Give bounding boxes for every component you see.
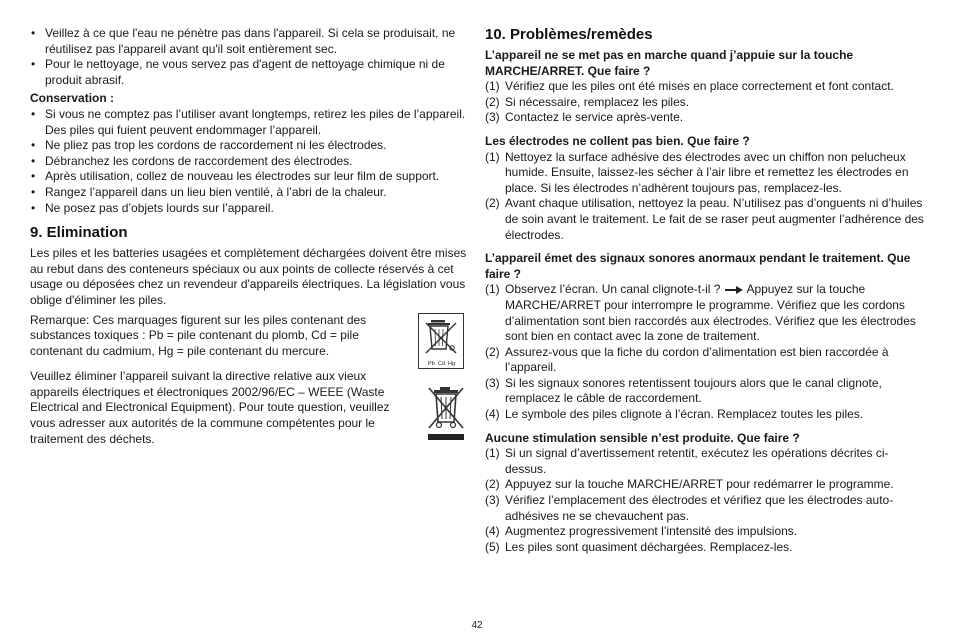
step-number: (5)	[485, 539, 500, 554]
battery-label-pb: Pb	[428, 361, 435, 367]
elimination-paragraph: Les piles et les batteries usagées et complètement déchargées doivent être mises au rebut dans des conteneurs spéciaux ou aux points de collecte réservés à cet usage ou déposées chez un revendeur d'appareils électriques. La législation vous oblige d'éliminer les piles.	[30, 246, 467, 307]
step-text: Appuyez sur la touche MARCHE/ARRET pour interrompre le programme. Vérifiez que les cordons d’alimentation sont bien raccordés aux électrodes. Vérifiez que les électrodes sont bien en contact avec la zone de traitement.	[505, 282, 916, 344]
step-text: Contactez le service après-vente.	[505, 110, 684, 125]
step-number: (2)	[485, 477, 500, 492]
list-item	[485, 150, 925, 197]
weee-paragraph: Veuillez éliminer l’appareil suivant la directive relative aux vieux appareils électriques et électroniques 2002/96/EC – WEEE (Waste Electrical and Electronical Equipment). Pour toute question, veuillez vous adresser aux autorités de la commune compétentes pour le traitement des déchets.	[30, 369, 390, 446]
left-column	[30, 26, 470, 457]
steps-signals	[485, 282, 925, 422]
conservation-list	[30, 107, 470, 216]
question-electrodes: Les électrodes ne collent pas bien. Que faire ?	[485, 133, 750, 148]
arrow-right-icon	[724, 285, 744, 295]
step-text: Assurez-vous que la fiche du cordon d’alimentation est bien raccordée à l’appareil.	[505, 344, 889, 375]
step-number: (2)	[485, 94, 500, 109]
elimination-heading: 9. Elimination	[30, 224, 128, 242]
step-number: (1)	[485, 282, 500, 297]
step-text: Augmentez progressivement l’intensité des impulsions.	[505, 524, 798, 539]
list-item: • Pour le nettoyage, ne vous servez pas d'agent de nettoyage chimique ni de produit abrasif.	[30, 57, 470, 88]
list-item: • Débranchez les cordons de raccordement des électrodes.	[30, 154, 470, 170]
list-item	[485, 407, 925, 423]
step-text: Si les signaux sonores retentissent toujours alors que le canal clignote, remplacez le câble de raccordement.	[505, 375, 882, 406]
list-item: • Après utilisation, collez de nouveau les électrodes sur leur film de support.	[30, 169, 470, 185]
troubleshooting-heading: 10. Problèmes/remèdes	[485, 26, 653, 43]
steps-power	[485, 79, 925, 126]
list-item: • Veillez à ce que l'eau ne pénètre pas dans l'appareil. Si cela se produisait, ne réutilisez pas l'appareil avant qu'il soit entièrement sec.	[30, 26, 470, 57]
page-number: 42	[471, 620, 483, 631]
step-number: (3)	[485, 375, 500, 390]
step-number: (1)	[485, 79, 500, 94]
step-text: Vérifiez l’emplacement des électrodes et vérifiez que les électrodes auto-adhésives ne se chevauchent pas.	[505, 493, 894, 523]
list-item	[485, 79, 925, 95]
list-item	[485, 493, 925, 524]
conservation-label: Conservation :	[30, 91, 115, 106]
list-item: • Ne posez pas d’objets lourds sur l’appareil.	[30, 201, 470, 217]
step-number: (2)	[485, 196, 500, 211]
battery-disposal-icon	[418, 313, 464, 369]
step-number: (3)	[485, 110, 500, 125]
step-text: Appuyez sur la touche MARCHE/ARRET pour redémarrer le programme.	[505, 477, 894, 492]
list-item	[485, 524, 925, 540]
step-text: Le symbole des piles clignote à l’écran. Remplacez toutes les piles.	[505, 407, 864, 422]
step-number: (1)	[485, 149, 500, 164]
question-stimulation: Aucune stimulation sensible n’est produite. Que faire ?	[485, 430, 800, 445]
list-item	[485, 95, 925, 111]
step-text: Si un signal d’avertissement retentit, exécutez les opérations décrites ci-dessus.	[505, 446, 889, 476]
steps-electrodes	[485, 150, 925, 244]
step-number: (2)	[485, 344, 500, 359]
step-number: (4)	[485, 407, 500, 422]
step-number: (3)	[485, 493, 500, 508]
step-text: Nettoyez la surface adhésive des électrodes avec un chiffon non pelucheux humide. Ensuite, laissez-les sécher à l’air libre et remettez les électrodes en place. Si les électrodes n’adhèrent toujours pas, remplacez-les.	[505, 149, 909, 195]
right-column	[485, 26, 925, 555]
disposal-notes	[30, 313, 470, 448]
intro-list	[30, 26, 470, 88]
list-item: • Ne pliez pas trop les cordons de raccordement ni les électrodes.	[30, 138, 470, 154]
list-item	[485, 345, 925, 376]
list-item: • Si vous ne comptez pas l’utiliser avant longtemps, retirez les piles de l’appareil. Des piles qui fuient peuvent endommager l’appareil.	[30, 107, 470, 138]
step-text: Avant chaque utilisation, nettoyez la peau. N’utilisez pas d’onguents ni d’huiles de soin avant le traitement. Le fait de se raser peut augmenter l’adhérence des électrodes.	[505, 196, 924, 242]
list-item	[485, 110, 925, 126]
question-signals: L’appareil émet des signaux sonores anormaux pendant le traitement. Que faire ?	[485, 251, 911, 281]
list-item	[485, 282, 925, 344]
weee-bin-icon	[425, 384, 467, 442]
remarque-paragraph: Remarque: Ces marquages figurent sur les piles contenant des substances toxiques : Pb = pile contenant du plomb, Cd = pile contenant du cadmium, Hg = pile contenant du mercure.	[30, 312, 367, 358]
list-item	[485, 446, 925, 477]
list-item	[485, 376, 925, 407]
battery-label-cd: Cd	[438, 361, 446, 367]
question-power: L’appareil ne se met pas en marche quand j’appuie sur la touche MARCHE/ARRET. Que faire ?	[485, 48, 854, 78]
list-item: • Rangez l’appareil dans un lieu bien ventilé, à l’abri de la chaleur.	[30, 185, 470, 201]
step-text: Les piles sont quasiment déchargées. Remplacez-les.	[505, 539, 793, 554]
step-number: (1)	[485, 446, 500, 461]
step-text: Observez l’écran. Un canal clignote-t-il ?	[505, 282, 721, 297]
step-text: Si nécessaire, remplacez les piles.	[505, 94, 690, 109]
battery-label-hg: Hg	[448, 361, 456, 367]
list-item	[485, 196, 925, 243]
list-item	[485, 540, 925, 556]
step-text: Vérifiez que les piles ont été mises en place correctement et font contact.	[505, 79, 894, 94]
list-item	[485, 477, 925, 493]
steps-stimulation	[485, 446, 925, 555]
step-number: (4)	[485, 524, 500, 539]
